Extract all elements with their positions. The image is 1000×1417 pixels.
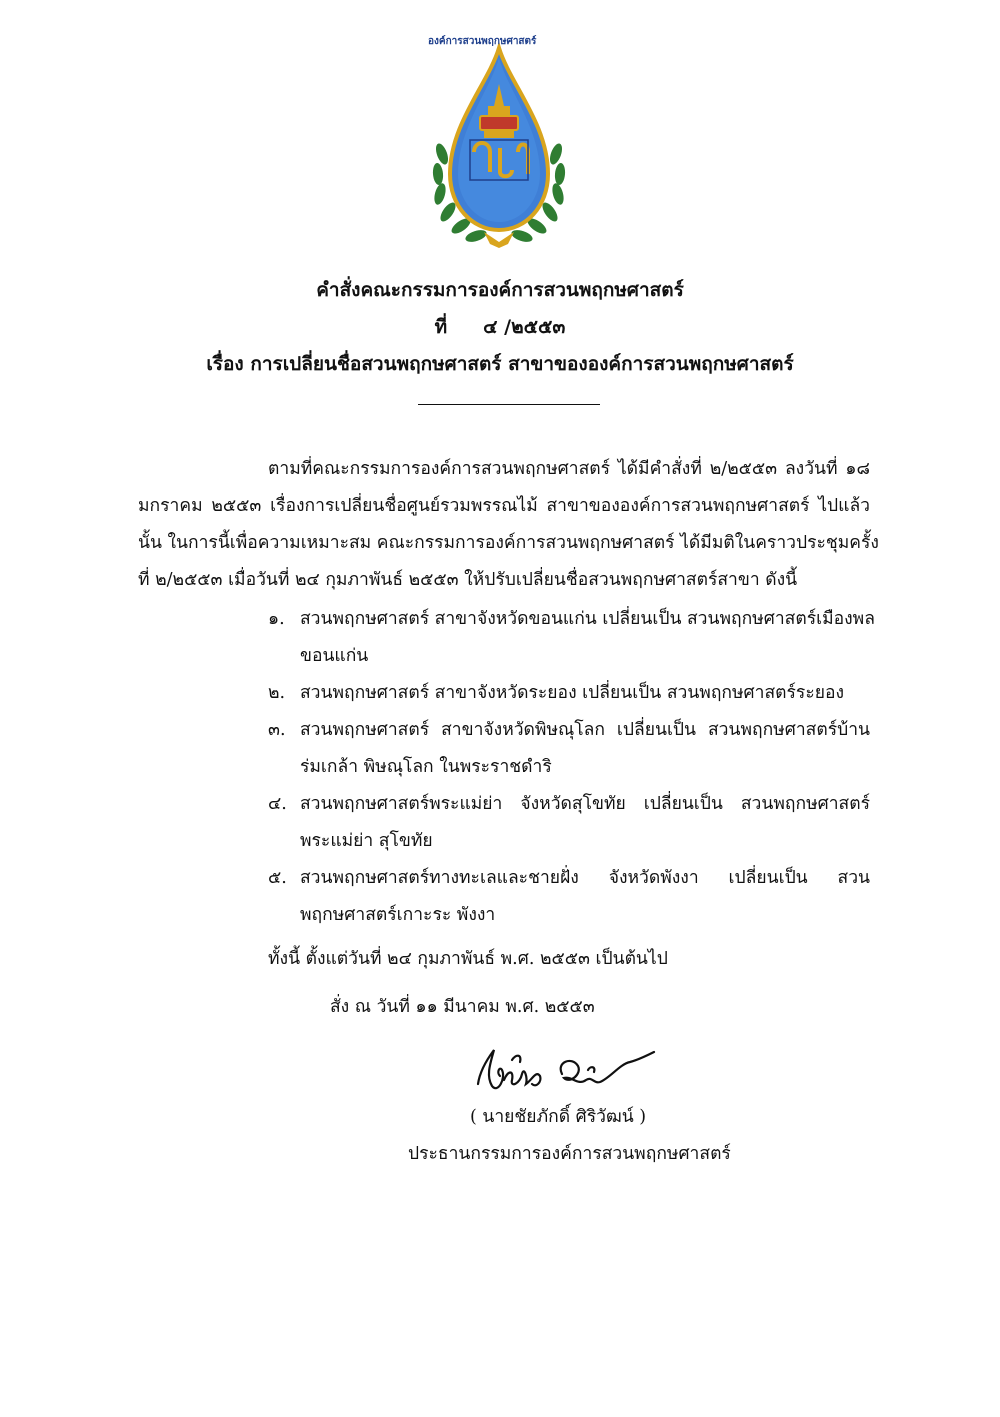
rename-list	[138, 604, 875, 934]
list-item-line: สวนพฤกษศาสตร์ สาขาจังหวัดระยอง เปลี่ยนเป็น สวนพฤกษศาสตร์ระยอง	[300, 683, 845, 703]
paragraph-line: มกราคม ๒๕๕๓ เรื่องการเปลี่ยนชื่อศูนย์รวมพรรณไม้ สาขาขององค์การสวนพฤกษศาสตร์ ไปแล้ว	[138, 496, 870, 516]
order-number-value: ๔ /๒๕๕๓	[483, 316, 566, 338]
list-item-number: ๓.	[268, 720, 286, 740]
signatory-name: ( นายชัยภักดิ์ ศิริวัฒน์ )	[470, 1107, 647, 1127]
list-item-line: สวนพฤกษศาสตร์ทางทะเลและชายฝั่ง จังหวัดพังงา เปลี่ยนเป็น สวน	[300, 868, 870, 888]
order-number-label: ที่	[434, 316, 448, 338]
list-item-line: ร่มเกล้า พิษณุโลก ในพระราชดำริ	[300, 757, 552, 777]
order-number	[0, 312, 1000, 342]
paragraph-line: ที่ ๒/๒๕๕๓ เมื่อวันที่ ๒๔ กุมภาพันธ์ ๒๕๕๓ ให้ปรับเปลี่ยนชื่อสวนพฤกษศาสตร์สาขา ดังนี้	[138, 570, 798, 590]
list-item-number: ๕.	[268, 868, 287, 888]
logo-text: องค์การสวนพฤกษศาสตร์	[428, 36, 537, 47]
order-date: สั่ง ณ วันที่ ๑๑ มีนาคม พ.ศ. ๒๕๕๓	[330, 997, 595, 1017]
list-item-number: ๒.	[268, 683, 286, 703]
effective-date: ทั้งนี้ ตั้งแต่วันที่ ๒๔ กุมภาพันธ์ พ.ศ. ๒๕๕๓ เป็นต้นไป	[268, 949, 668, 969]
list-item-line: สวนพฤกษศาสตร์ สาขาจังหวัดพิษณุโลก เปลี่ยนเป็น สวนพฤกษศาสตร์บ้าน	[300, 720, 870, 740]
list-item-line: พระแม่ย่า สุโขทัย	[300, 831, 433, 851]
ribbon-icon	[484, 232, 514, 248]
order-title: คำสั่งคณะกรรมการองค์การสวนพฤกษศาสตร์	[316, 279, 684, 301]
list-item-line: พฤกษศาสตร์เกาะระ พังงา	[300, 905, 496, 925]
paragraph-line: นั้น ในการนี้เพื่อความเหมาะสม คณะกรรมการองค์การสวนพฤกษศาสตร์ ได้มีมติในคราวประชุมครั้ง	[138, 533, 879, 553]
signatory-title: ประธานกรรมการองค์การสวนพฤกษศาสตร์	[408, 1144, 731, 1164]
list-item-number: ๔.	[268, 794, 287, 814]
list-item-number: ๑.	[268, 609, 285, 629]
list-item-line: สวนพฤกษศาสตร์ สาขาจังหวัดขอนแก่น เปลี่ยนเป็น สวนพฤกษศาสตร์เมืองพล	[300, 609, 875, 629]
signature-icon	[470, 1040, 660, 1100]
list-item-line: ขอนแก่น	[300, 646, 369, 666]
paragraph-line: ตามที่คณะกรรมการองค์การสวนพฤกษศาสตร์ ได้มีคำสั่งที่ ๒/๒๕๕๓ ลงวันที่ ๑๘	[268, 459, 870, 479]
header-divider	[418, 404, 600, 405]
order-subject: เรื่อง การเปลี่ยนชื่อสวนพฤกษศาสตร์ สาขาขององค์การสวนพฤกษศาสตร์	[206, 353, 794, 375]
organization-logo	[428, 36, 570, 250]
list-item-line: สวนพฤกษศาสตร์พระแม่ย่า จังหวัดสุโขทัย เปลี่ยนเป็น สวนพฤกษศาสตร์	[300, 794, 870, 814]
